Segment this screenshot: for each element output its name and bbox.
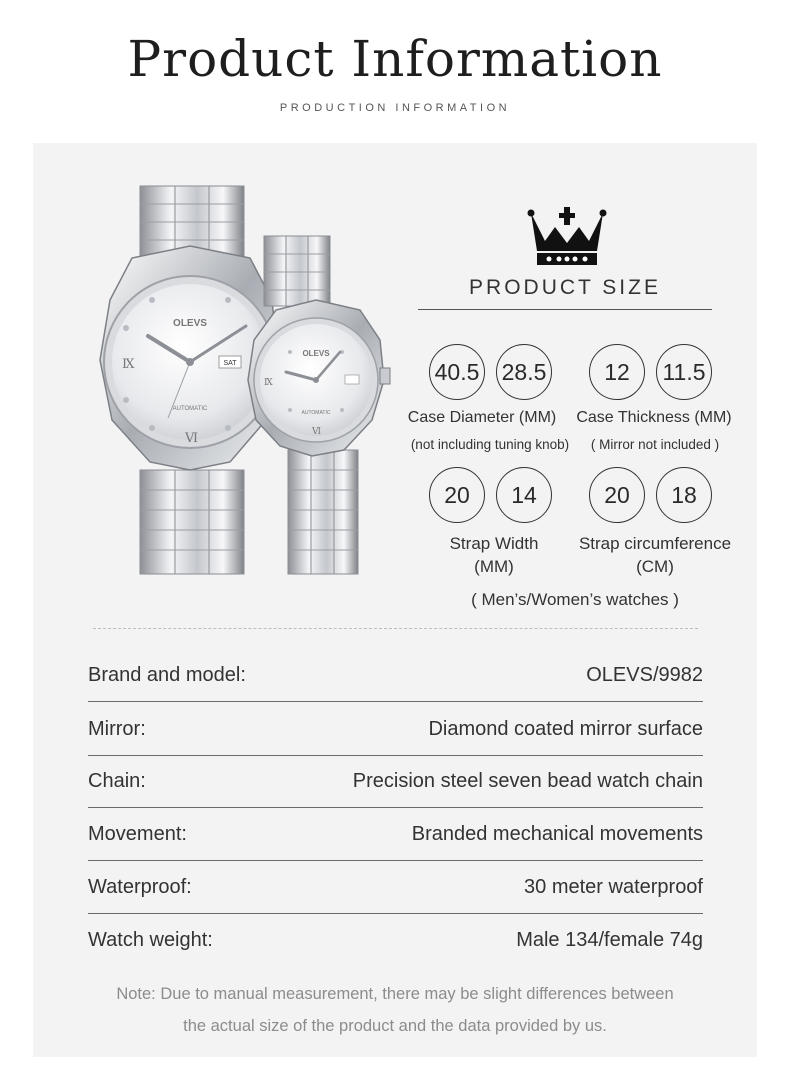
page-subtitle: PRODUCTION INFORMATION [279, 102, 511, 114]
mens-bracelet-top [140, 186, 244, 256]
svg-text:Ⅸ: Ⅸ [264, 378, 273, 388]
size-footnote: ( Men’s/Women’s watches ) [471, 590, 679, 609]
strap-width-women-value: 14 [496, 467, 552, 523]
spec-row-movement [88, 808, 703, 860]
svg-text:OLEVS: OLEVS [302, 349, 330, 358]
svg-text:OLEVS: OLEVS [173, 318, 207, 329]
case-diameter-men-value: 40.5 [429, 344, 485, 400]
product-size-divider [418, 309, 712, 310]
note-line-1: Note: Due to manual measurement, there may be slight differences between [116, 985, 674, 1003]
case-thickness-label: Case Thickness (MM) [576, 409, 732, 426]
strap-circumference-unit: (CM) [636, 557, 674, 576]
page-title: Product Information [127, 30, 663, 88]
womens-bracelet-bottom [288, 450, 358, 574]
spec-label: Movement: [88, 822, 187, 845]
spec-row-brand [88, 649, 703, 701]
spec-row-weight [88, 914, 703, 966]
svg-text:SAT: SAT [223, 360, 237, 367]
svg-text:Ⅵ: Ⅵ [185, 431, 199, 446]
strap-circumference-men-value: 20 [589, 467, 645, 523]
spec-row-mirror [88, 703, 703, 755]
strap-circumference-women-value: 18 [656, 467, 712, 523]
womens-bracelet-top [264, 236, 330, 306]
spec-label: Chain: [88, 769, 146, 792]
spec-row-chain [88, 755, 703, 807]
product-size-title: PRODUCT SIZE [469, 276, 661, 299]
strap-width-men-value: 20 [429, 467, 485, 523]
dashed-divider [93, 628, 698, 629]
measurement-note [33, 978, 757, 1042]
spec-value: Male 134/female 74g [516, 928, 703, 951]
strap-width-label: Strap Width [449, 534, 539, 553]
case-diameter-label: Case Diameter (MM) [407, 409, 557, 426]
spec-divider [88, 701, 703, 702]
svg-text:Ⅸ: Ⅸ [122, 357, 135, 372]
case-diameter-note: (not including tuning knob) [410, 437, 570, 452]
case-thickness-men-value: 12 [589, 344, 645, 400]
spec-label: Watch weight: [88, 928, 213, 951]
spec-value: 30 meter waterproof [524, 875, 703, 898]
spec-label: Mirror: [88, 717, 146, 740]
case-thickness-note: ( Mirror not included ) [590, 437, 720, 452]
strap-width-unit: (MM) [474, 557, 514, 576]
strap-circumference-label: Strap circumference [578, 534, 732, 553]
spec-label: Brand and model: [88, 663, 246, 686]
spec-row-waterproof [88, 861, 703, 913]
spec-value: Branded mechanical movements [411, 822, 703, 845]
spec-value: Diamond coated mirror surface [428, 717, 703, 740]
spec-value: OLEVS/9982 [586, 663, 703, 686]
case-thickness-women-value: 11.5 [656, 344, 712, 400]
note-line-2: the actual size of the product and the data provided by us. [183, 1017, 607, 1035]
spec-value: Precision steel seven bead watch chain [352, 769, 703, 792]
case-diameter-women-value: 28.5 [496, 344, 552, 400]
mens-bracelet-bottom [140, 470, 244, 574]
svg-text:AUTOMATIC: AUTOMATIC [172, 406, 208, 412]
svg-text:AUTOMATIC: AUTOMATIC [301, 410, 331, 416]
crown-logo-icon [525, 205, 609, 269]
svg-text:Ⅵ: Ⅵ [312, 427, 322, 437]
womens-watch-case [248, 300, 390, 456]
spec-label: Waterproof: [88, 875, 192, 898]
